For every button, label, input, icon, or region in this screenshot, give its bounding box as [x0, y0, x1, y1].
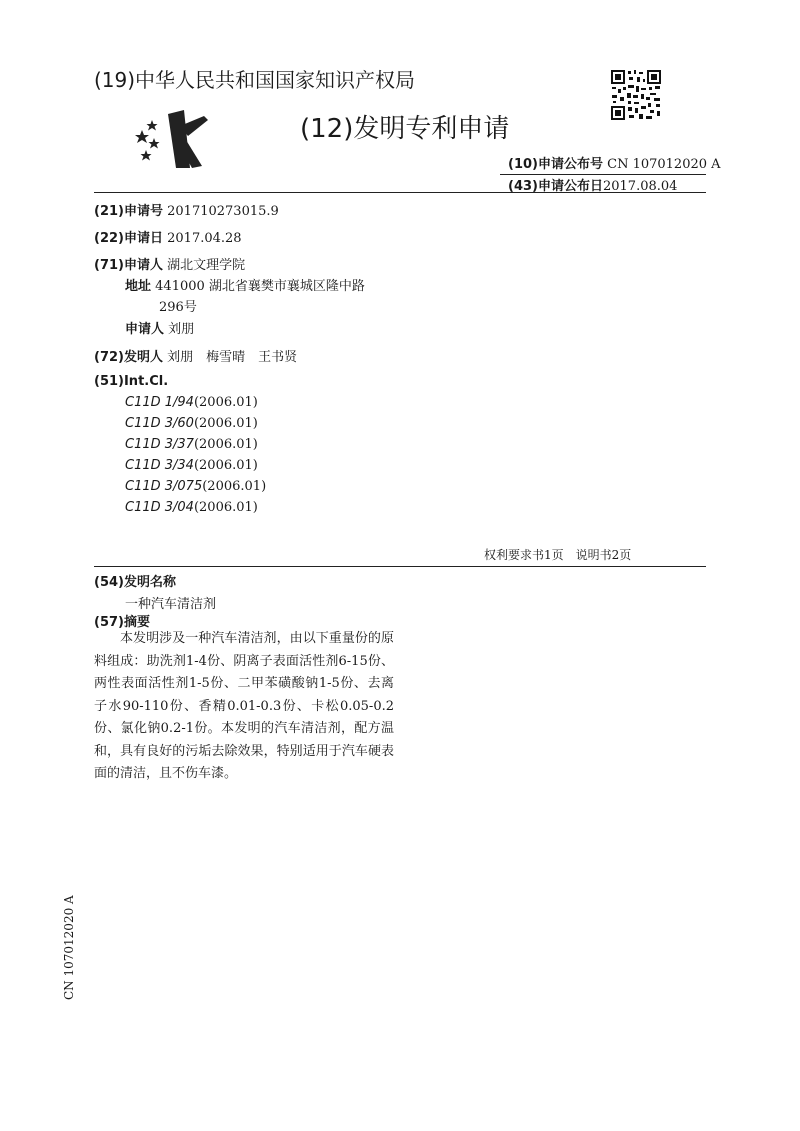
application-date: (22)申请日 2017.04.28 — [94, 231, 242, 246]
publication-date: (43)申请公布日2017.08.04 — [508, 179, 678, 194]
invention-title: 一种汽车清洁剂 — [125, 597, 217, 612]
abstract-label: (57)摘要 — [94, 615, 150, 630]
publication-number: (10)申请公布号 CN 107012020 A — [508, 157, 721, 172]
cnipa-logo-icon — [132, 106, 214, 172]
title-label: (54)发明名称 — [94, 575, 176, 590]
abstract-text: 本发明涉及一种汽车清洁剂，由以下重量份的原料组成：助洗剂1-4份、阴离子表面活性剂6-15份、两性表面活性剂1-5份、二甲苯磺酸钠1-5份、去离子水90-110份、香精0.01-0.3份、卡松0.05-0.2份、氯化钠0.2-1份。本发明的汽车清洁剂，配方温和，具有良好的污垢去除效果，特别适用于汽车硬表面的清洁，且不伤车漆。 — [94, 631, 394, 781]
address-line2: 296号 — [159, 300, 197, 315]
document-type: (12)发明专利申请 — [300, 114, 510, 144]
ipc-item: C11D 3/37(2006.01) — [125, 437, 258, 452]
divider — [94, 192, 706, 193]
qr-code-icon — [610, 69, 662, 121]
ipc-item: C11D 3/075(2006.01) — [125, 479, 267, 494]
applicant: (71)申请人 湖北文理学院 — [94, 258, 246, 273]
office-name: (19)中华人民共和国国家知识产权局 — [94, 68, 416, 92]
inventors: (72)发明人 刘朋 梅雪晴 王书贤 — [94, 350, 298, 365]
application-number: (21)申请号 201710273015.9 — [94, 204, 279, 219]
ipc-item: C11D 3/04(2006.01) — [125, 500, 258, 515]
int-cl-label: (51)Int.Cl. — [94, 374, 169, 389]
divider — [94, 566, 706, 567]
side-publication-number: CN 107012020 A — [62, 895, 76, 1000]
applicant-secondary: 申请人 刘朋 — [125, 322, 195, 337]
ipc-item: C11D 1/94(2006.01) — [125, 395, 258, 410]
address: 地址 441000 湖北省襄樊市襄城区隆中路 — [125, 279, 365, 294]
ipc-item: C11D 3/34(2006.01) — [125, 458, 258, 473]
ipc-item: C11D 3/60(2006.01) — [125, 416, 258, 431]
pages-info: 权利要求书1页 说明书2页 — [484, 548, 632, 562]
